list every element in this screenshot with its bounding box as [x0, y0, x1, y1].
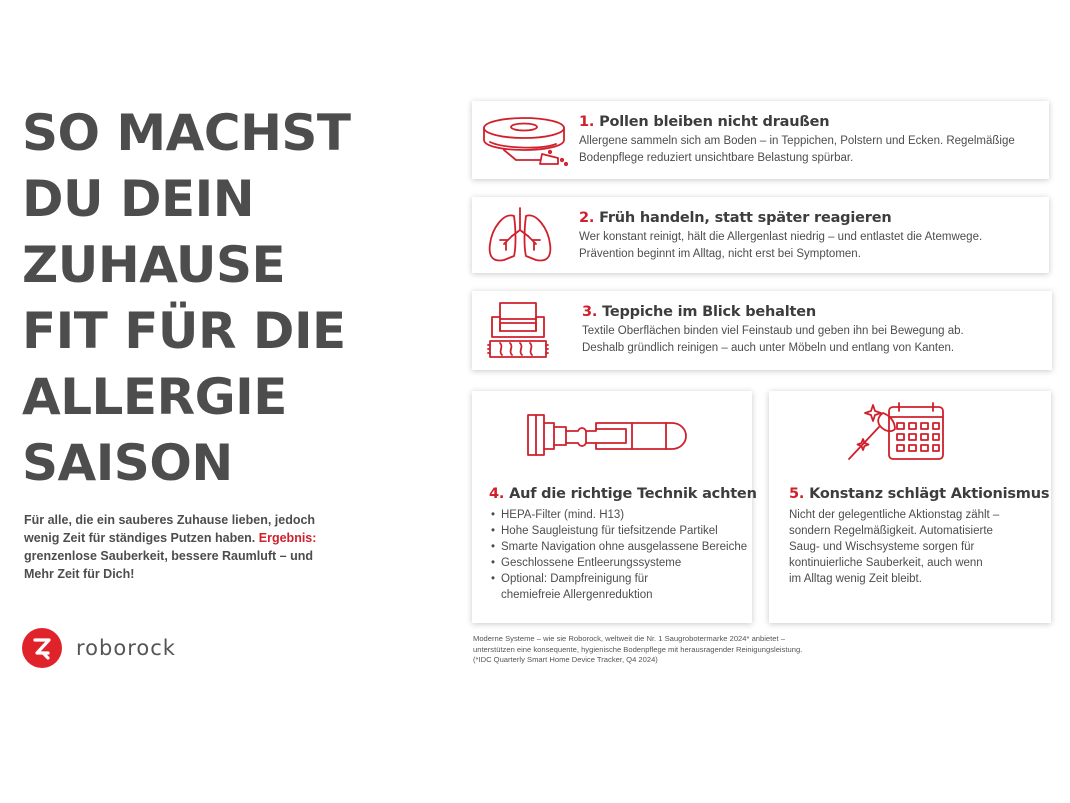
tip-text-line: Prävention beginnt im Alltag, nicht erst bei Symptomen. [579, 248, 861, 260]
tip-title: Pollen bleiben nicht draußen [599, 114, 830, 130]
intro-text [24, 511, 324, 583]
tip-card-5 [769, 391, 1051, 623]
list-item [489, 571, 747, 603]
brand-logo [22, 628, 176, 668]
tip-title-2 [579, 210, 891, 226]
list-item: • Geschlossene Entleerungssysteme [489, 555, 747, 571]
tip-title-5 [789, 486, 1049, 502]
stick-vacuum-icon [526, 409, 688, 466]
tip-card-3 [472, 291, 1052, 370]
tip-text-line: Bodenpflege reduziert unsichtbare Belastung spürbar. [579, 152, 854, 164]
calendar-brush-icon [845, 399, 947, 472]
tip-text-line: Nicht der gelegentliche Aktionstag zählt – [789, 509, 1000, 521]
tip-number: 1. [579, 114, 595, 130]
tip-text-line: Wer konstant reinigt, hält die Allergenlast niedrig – und entlastet die Atemwege. [579, 231, 983, 243]
roborock-logo-icon [22, 628, 62, 668]
tip-text-line: Allergene sammeln sich am Boden – in Teppichen, Polstern und Ecken. Regelmäßige [579, 135, 1015, 147]
tip-title: Konstanz schlägt Aktionismus [809, 486, 1050, 502]
tip-text-5 [789, 507, 1029, 587]
tip-text-line: Saug- und Wischsysteme sorgen für [789, 541, 975, 553]
robot-vacuum-icon [480, 112, 572, 175]
lungs-icon [486, 204, 554, 271]
brand-wordmark: roborock [76, 636, 176, 660]
intro-text-before: Für alle, die ein sauberes Zuhause lieben, jedoch wenig Zeit für ständiges Putzen haben. [24, 513, 316, 545]
headline [22, 100, 442, 496]
intro-text-after: grenzenlose Sauberkeit, bessere Raumluft – und Mehr Zeit für Dich! [24, 549, 313, 581]
tip-title-3 [582, 304, 816, 320]
tip-text-line: sondern Regelmäßigkeit. Automatisierte [789, 525, 993, 537]
tip-number: 3. [582, 304, 598, 320]
tip-number: 4. [489, 486, 505, 502]
tip-text-line: im Alltag wenig Zeit bleibt. [789, 573, 922, 585]
tip-text-line: Deshalb gründlich reinigen – auch unter Möbeln und entlang von Kanten. [582, 342, 955, 354]
headline-line: FIT FÜR DIE [22, 302, 346, 360]
tip-title-4 [489, 486, 757, 502]
headline-line: DU DEIN [22, 170, 255, 228]
tip-text-line: Textile Oberflächen binden viel Feinstaub und geben ihn bei Bewegung ab. [582, 325, 964, 337]
tip-title-1 [579, 114, 829, 130]
list-item-continuation: chemiefreie Allergenreduktion [501, 589, 653, 601]
tip-title: Früh handeln, statt später reagieren [599, 210, 892, 226]
tip-text-3 [582, 323, 1032, 357]
tip-card-2 [472, 197, 1049, 273]
tip-text-1 [579, 133, 1029, 167]
intro-highlight: Ergebnis: [258, 531, 317, 545]
headline-line: ALLERGIE [22, 368, 287, 426]
tip-card-4 [472, 391, 757, 623]
footnote-line: Moderne Systeme – wie sie Roborock, weltweit die Nr. 1 Saugrobotermarke 2024* anbietet – [473, 634, 785, 643]
feature-list [489, 507, 747, 603]
tip-number: 2. [579, 210, 595, 226]
tip-number: 5. [789, 486, 805, 502]
tip-card-1 [472, 101, 1049, 179]
tip-text-line: kontinuierliche Sauberkeit, auch wenn [789, 557, 983, 569]
headline-line: SAISON [22, 434, 233, 492]
list-item: • Hohe Saugleistung für tiefsitzende Partikel [489, 523, 747, 539]
headline-line: SO MACHST [22, 104, 351, 162]
list-item: • Smarte Navigation ohne ausgelassene Bereiche [489, 539, 747, 555]
list-item-text: Optional: Dampfreinigung für [501, 573, 649, 585]
footnote-line: unterstützen eine konsequente, hygienische Bodenpflege mit herausragender Reinigungsleistung. [473, 644, 803, 654]
tip-title: Teppiche im Blick behalten [602, 304, 816, 320]
tip-title: Auf die richtige Technik achten [509, 486, 757, 502]
footnote [473, 634, 1033, 666]
tip-text-2 [579, 229, 1029, 263]
sofa-carpet-icon [486, 297, 550, 368]
headline-line: ZUHAUSE [22, 236, 286, 294]
list-item: • HEPA-Filter (mind. H13) [489, 507, 747, 523]
footnote-line: (*IDC Quarterly Smart Home Device Tracker, Q4 2024) [473, 655, 658, 664]
